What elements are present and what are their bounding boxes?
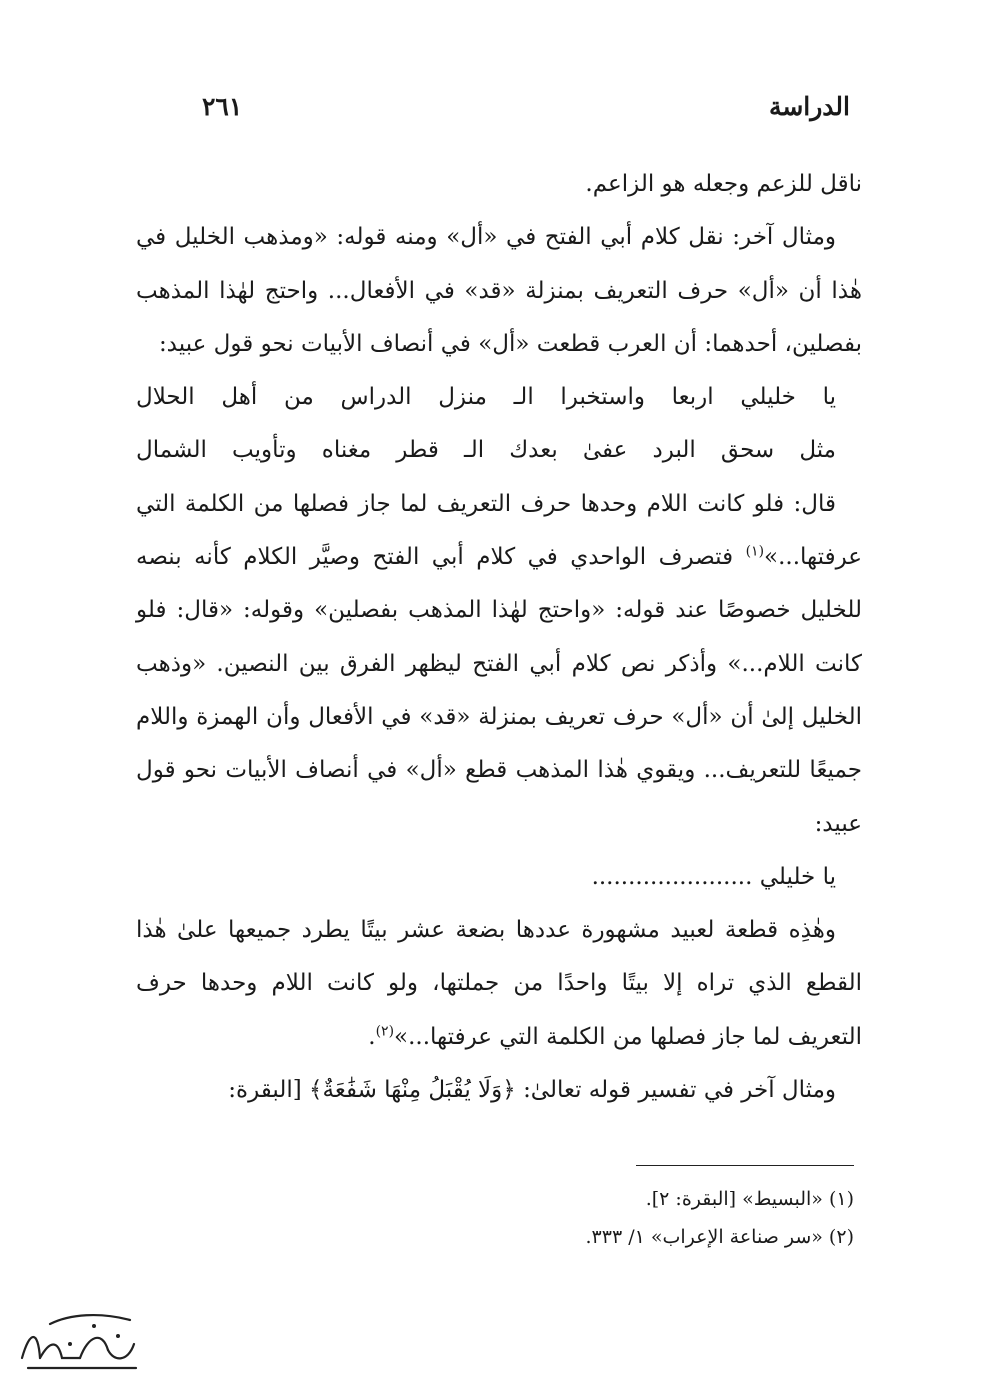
poem-line: مثل سحق البرد عفىٰ بعدك الـ قطر مغناه وتأويب الشمال [136, 437, 836, 464]
chapter-title: الدراسة [768, 92, 850, 121]
footnote-separator [636, 1165, 854, 1166]
footnote: (٢) «سر صناعة الإعراب» ١/ ٣٣٣. [585, 1226, 854, 1248]
paragraph: ومثال آخر في تفسير قوله تعالىٰ: ﴿وَلَا يُقْبَلُ مِنْهَا شَفَٰعَةٌ﴾ [البقرة: [228, 1077, 836, 1104]
footnote-marker[interactable]: (٢) [375, 1023, 395, 1040]
paragraph: ناقل للزعم وجعله هو الزاعم. [585, 171, 862, 197]
poem-line: يا خليلي اربعا واستخبرا الـ منزل الدراس من أهل الحلال [136, 384, 836, 411]
page-number: ٢٦١ [202, 92, 243, 121]
watermark-logo-icon [10, 1300, 150, 1380]
paragraph-text: قال: فلو كانت اللام وحدها حرف التعريف لما جاز فصلها من الكلمة التي عرفتها...» [136, 490, 862, 571]
paragraph-text: فتصرف الواحدي في كلام أبي الفتح وصيَّر الكلام كأنه بنصه للخليل خصوصًا عند قوله: «واحتج لهٰذا المذهب بفصلين» وقوله: «قال: فلو كانت اللام...» وأذكر نص كلام أبي الفتح ليظهر الفرق بين النصين. «وذهب الخليل إلىٰ أن «أل» حرف تعريف بمنزلة «قد» في الأفعال وأن الهمزة واللام جميعًا للتعريف... ويقوي هٰذا المذهب قطع «أل» في أنصاف الأبيات نحو قول عبيد: [136, 544, 862, 837]
paragraph [136, 904, 862, 1064]
paragraph [136, 478, 862, 851]
paragraph: ومثال آخر: نقل كلام أبي الفتح في «أل» ومنه قوله: «ومذهب الخليل في هٰذا أن «أل» حرف التعريف بمنزلة «قد» في الأفعال... واحتج لهٰذا المذهب بفصلين، أحدهما: أن العرب قطعت «أل» في أنصاف الأبيات نحو قول عبيد: [136, 224, 862, 357]
footnotes [128, 1180, 854, 1256]
poem-line: يا خليلي ...................... [591, 863, 836, 890]
paragraph-text: وهٰذِه قطعة لعبيد مشهورة عددها بضعة عشر بيتًا يطرد جميعها علىٰ هٰذا القطع الذي تراه إلا بيتًا واحدًا من جملتها، ولو كانت اللام وحدها حرف التعريف لما جاز فصلها من الكلمة التي عرفتها...» [136, 917, 862, 1050]
paragraph-text: . [368, 1023, 376, 1050]
main-text [136, 158, 862, 1117]
running-header [140, 92, 850, 132]
footnote: (١) «البسيط» [البقرة: ٢]. [645, 1188, 854, 1210]
footnote-marker[interactable]: (١) [745, 543, 765, 560]
